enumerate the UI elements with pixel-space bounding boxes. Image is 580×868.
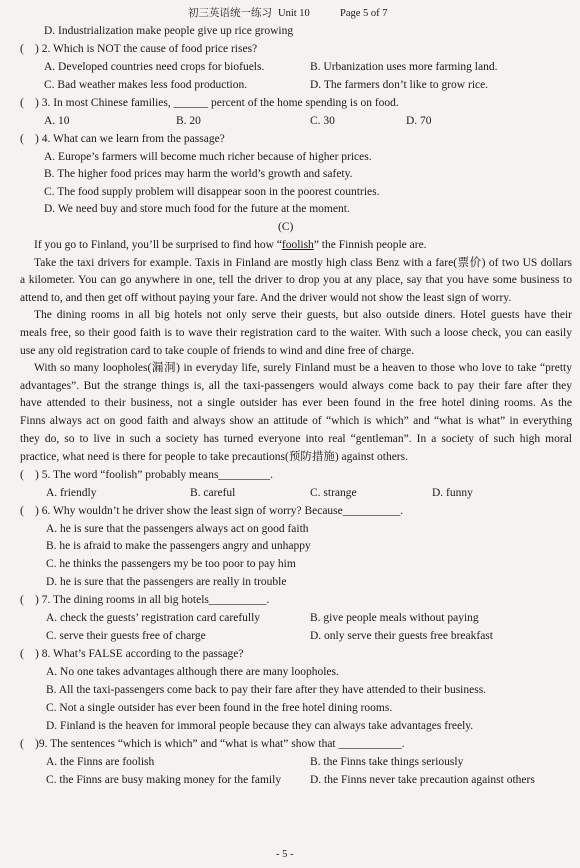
q4-stem: ) 4. What can we learn from the passage? (35, 133, 225, 145)
q2-option-b: B. Urbanization uses more farming land. (310, 61, 498, 73)
q5-option-a: A. friendly (46, 487, 97, 499)
q2-option-d: D. The farmers don’t like to grow rice. (310, 79, 489, 91)
passage-line-7: use any old registration card to take couple of friends to wind and dine free of charge. (20, 345, 415, 357)
header-page: Page 5 of 7 (340, 8, 388, 19)
q9-stem: )9. The sentences “which is which” and “what is what” show that ___________. (35, 738, 405, 750)
q8-answer-paren: ( (20, 648, 24, 660)
q9-option-c: C. the Finns are busy making money for the family (46, 774, 282, 786)
passage-line-9: advantages”. But the strange things is, all the taxi-passengers would always come back to pay their fare after they (20, 380, 572, 392)
q7-option-a: A. check the guests’ registration card carefully (46, 612, 261, 624)
passage-line-8: With so many loopholes(漏洞) in everyday life, surely Finland must be a heaven to those who love to take “pretty (34, 362, 572, 374)
passage-line-3: a kilometer. You can go anywhere in one, tell the driver to drop you at any place, say that you have some business to (20, 274, 572, 286)
q9-option-a: A. the Finns are foolish (46, 756, 155, 768)
q5-option-b: B. careful (190, 487, 236, 499)
q4-option-b: B. The higher food prices may harm the world’s growth and safety. (44, 168, 353, 180)
foolish-word: foolish (281, 239, 314, 251)
q8-stem: ) 8. What’s FALSE according to the passage? (35, 648, 244, 660)
passage-line-13: practice, what need is there for people to take precautions(预防措施) against others. (20, 451, 408, 463)
q9-answer-paren: ( (20, 738, 24, 750)
q2-stem: ) 2. Which is NOT the cause of food price rises? (35, 43, 258, 55)
q3-answer-paren: ( (20, 97, 24, 109)
header-unit: Unit 10 (278, 8, 310, 19)
q2-option-a: A. Developed countries need crops for biofuels. (44, 61, 265, 73)
q3-option-b: B. 20 (176, 115, 201, 127)
page-number: - 5 - (276, 849, 294, 860)
passage-line-2: Take the taxi drivers for example. Taxis in Finland are mostly high class Benz with a fare(票价) of two US dollars (34, 257, 572, 269)
q9-option-d: D. the Finns never take precaution against others (310, 774, 535, 786)
passage-line-5: The dining rooms in all big hotels not only serve their guests, but also outside diners. Hotel guests have their (34, 309, 572, 321)
passage-line-12: they do, so to live in such a society has turned everyone into real “gentleman”. In a society of such high moral (20, 433, 572, 445)
q2-option-c: C. Bad weather makes less food production. (44, 79, 248, 91)
q8-option-a: A. No one takes advantages although there are many loopholes. (46, 666, 339, 678)
q3-option-c: C. 30 (310, 115, 335, 127)
q3-option-a: A. 10 (44, 115, 70, 127)
q6-option-a: A. he is sure that the passengers always act on good faith (46, 523, 309, 535)
q3-stem: ) 3. In most Chinese families, ______ percent of the home spending is on food. (35, 97, 399, 109)
q7-option-c: C. serve their guests free of charge (46, 630, 206, 642)
passage-line-1: If you go to Finland, you’ll be surprised to find how “foolish” the Finnish people are. (34, 239, 427, 251)
q6-option-c: C. he thinks the passengers my be too poor to pay him (46, 558, 296, 570)
q7-option-d: D. only serve their guests free breakfast (310, 630, 493, 642)
passage-line-6: meals free, so their good faith is to wave their registration card to the waiter. With such a loose check, you can easily (20, 327, 572, 339)
q8-option-c: C. Not a single outsider has ever been found in the free hotel dining rooms. (46, 702, 393, 714)
passage-line-10: have attended to their business, not a single outsider has ever been found in the free hotel dining rooms. As the (20, 397, 572, 409)
section-c-heading: (C) (278, 221, 294, 233)
q5-option-d: D. funny (432, 487, 473, 499)
q4-option-c: C. The food supply problem will disappear soon in the poorest countries. (44, 186, 380, 198)
q5-stem: ) 5. The word “foolish” probably means_________. (35, 469, 274, 481)
q5-answer-paren: ( (20, 469, 24, 481)
q5-option-c: C. strange (310, 487, 357, 499)
q9-option-b: B. the Finns take things seriously (310, 756, 464, 768)
q4-option-a: A. Europe’s farmers will become much richer because of higher prices. (44, 151, 372, 163)
q4-answer-paren: ( (20, 133, 24, 145)
header-title: 初三英语统一练习 (188, 8, 272, 19)
q6-option-b: B. he is afraid to make the passengers angry and unhappy (46, 540, 311, 552)
q8-option-b: B. All the taxi-passengers come back to pay their fare after they have attended to their business. (46, 684, 487, 696)
q7-stem: ) 7. The dining rooms in all big hotels__________. (35, 594, 270, 606)
q7-option-b: B. give people meals without paying (310, 612, 479, 624)
passage-line-4: attend to, and then get off without paying your fare. And the driver would not show the least sign of worry. (20, 292, 512, 304)
q8-option-d: D. Finland is the heaven for immoral people because they can always take advantages freely. (46, 720, 474, 732)
q6-option-d: D. he is sure that the passengers are really in trouble (46, 576, 287, 588)
q6-answer-paren: ( (20, 505, 24, 517)
q6-stem: ) 6. Why wouldn’t he driver show the least sign of worry? Because__________. (35, 505, 404, 517)
q7-answer-paren: ( (20, 594, 24, 606)
question-1-option-d: D. Industrialization make people give up rice growing (44, 25, 294, 37)
q2-answer-paren: ( (20, 43, 24, 55)
q4-option-d: D. We need buy and store much food for the future at the moment. (44, 203, 350, 215)
passage-line-11: Finns always act on good faith and always show an attitude of “which is which” and “what is what” in everything (20, 415, 572, 427)
q3-option-d: D. 70 (406, 115, 432, 127)
